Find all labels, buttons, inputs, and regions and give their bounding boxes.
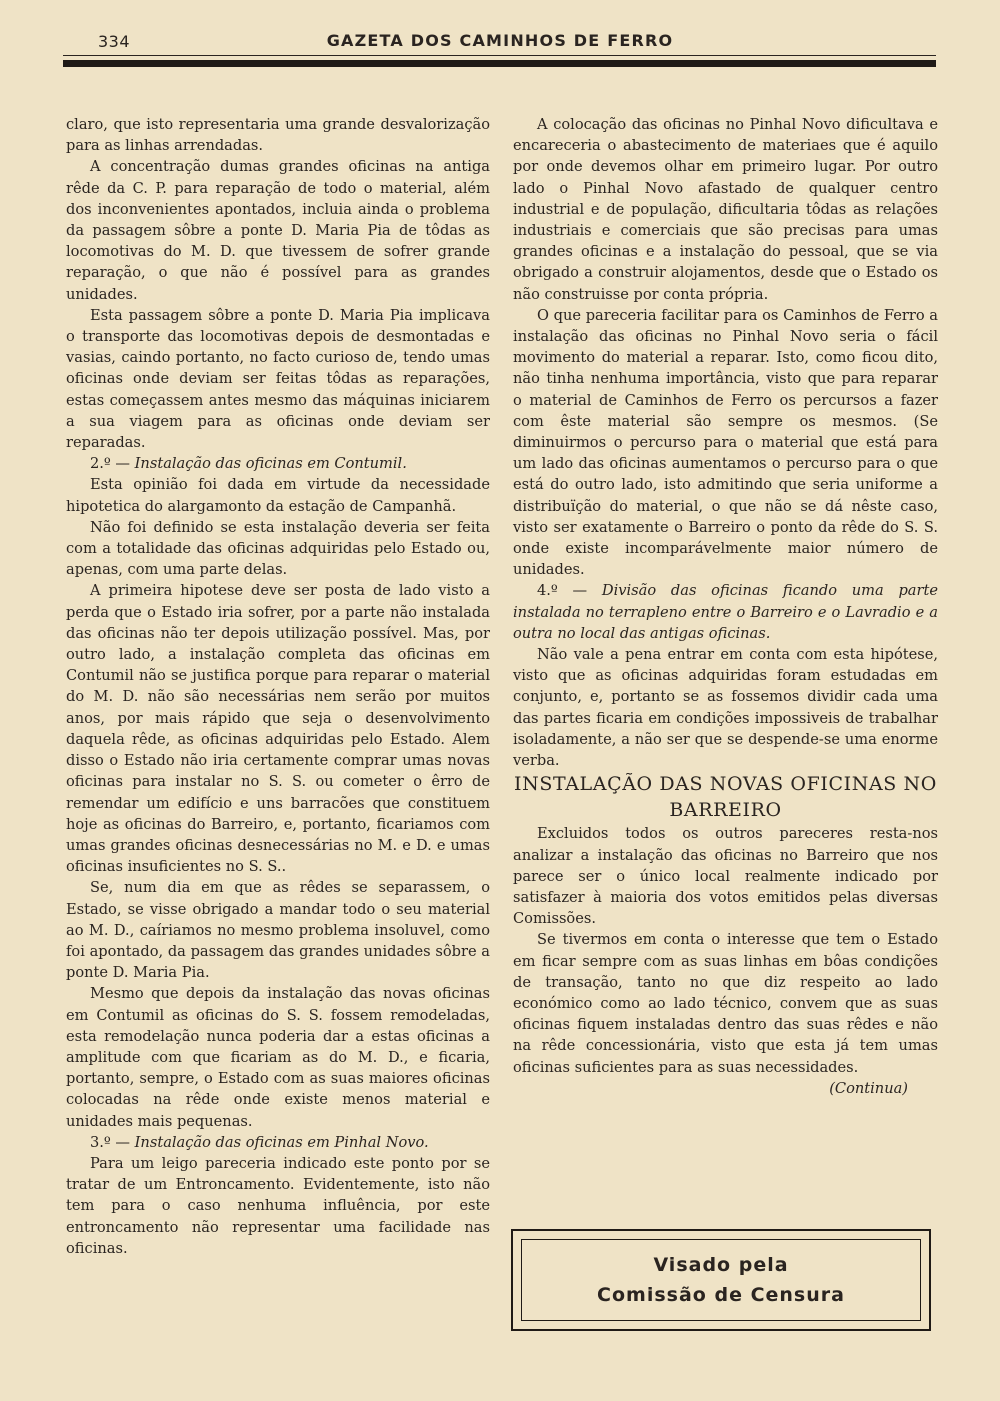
continued-note: (Continua)	[829, 1079, 908, 1097]
journal-title: GAZETA DOS CAMINHOS DE FERRO	[326, 31, 674, 50]
censorship-stamp-box	[511, 1229, 931, 1331]
header-rule-thick	[63, 60, 936, 67]
paragraph: Excluidos todos os outros pareceres resta-nos analizar a instalação das oficinas no Barreiro que nos parece ser o único local realmente indicado por satisfazer à maioria dos votos emitidos pelas diversas Comissões.	[513, 825, 938, 928]
section-title: INSTALAÇÃO DAS NOVAS OFICINAS NO BARREIRO	[514, 773, 937, 822]
paragraph: Para um leigo pareceria indicado este ponto por se tratar de um Entroncamento. Evidentemente, isto não tem para o caso nenhuma influência, por este entroncamento não representar uma facilidade nas oficinas.	[66, 1154, 490, 1257]
paragraph: A concentração dumas grandes oficinas na antiga rêde da C. P. para reparação de todo o material, além dos inconvenientes apontados, incluia ainda o problema da passagem sôbre a ponte D. Maria Pia de tôdas as locomotivas do M. D. que tivessem de sofrer grande reparação, o que não é possível para as grandes unidades.	[66, 158, 490, 303]
censorship-stamp-inner	[521, 1239, 921, 1321]
header-rule-thin	[63, 55, 936, 56]
paragraph: O que pareceria facilitar para os Caminhos de Ferro a instalação das oficinas no Pinhal Novo seria o fácil movimento do material a reparar. Isto, como ficou dito, não tinha nenhuma importância, visto que para reparar o material de Caminhos de Ferro os percursos a fazer com êste material são sempre os mesmos. (Se diminuirmos o percurso para o material que está para um lado das oficinas aumentamos o percurso para o que está do outro lado, isto admitindo que seria uniforme a distribuïção do material, o que não se dá nêste caso, visto ser exatamente o Barreiro o ponto da rêde do S. S. onde existe incomparávelmente maior número de unidades.	[513, 306, 938, 579]
subheading-text: Instalação das oficinas em Pinhal Novo.	[134, 1133, 429, 1151]
paragraph: Se, num dia em que as rêdes se separassem, o Estado, se visse obrigado a mandar todo o seu material ao M. D., caíriamos no mesmo problema insoluvel, como foi apontado, da passagem das grandes unidades sôbre a ponte D. Maria Pia.	[66, 879, 490, 982]
paragraph: A primeira hipotese deve ser posta de lado visto a perda que o Estado iria sofrer, por a parte não instalada das oficinas não ter depois utilização possível. Mas, por outro lado, a instalação completa das oficinas em Contumil não se justifica porque para reparar o material do M. D. não são necessárias nem serão por muitos anos, por mais rápido que seja o desenvolvimento daquela rêde, as oficinas adquiridas pelo Estado. Alem disso o Estado não iria certamente comprar umas novas oficinas para instalar no S. S. ou cometer o êrro de remendar um edifício e uns barracões que constituem hoje as oficinas do Barreiro, e, portanto, ficariamos com umas grandes oficinas desnecessárias no M. e D. e umas oficinas insuficientes no S. S..	[66, 582, 490, 876]
page-header	[60, 28, 940, 58]
paragraph: claro, que isto representaria uma grande desvalorização para as linhas arrendadas.	[66, 116, 490, 155]
subheading-number: 2.º —	[90, 455, 135, 473]
right-column	[513, 114, 938, 1099]
censorship-line-2: Comissão de Censura	[597, 1284, 845, 1306]
paragraph: Esta passagem sôbre a ponte D. Maria Pia implicava o transporte das locomotivas depois de desmontadas e vasias, caindo portanto, no facto curioso de, tendo umas oficinas onde deviam ser feitas tôdas as reparações, estas começassem antes mesmo das máquinas iniciarem a sua viagem para as oficinas onde deviam ser reparadas.	[66, 306, 490, 452]
subheading-text: Instalação das oficinas em Contumil.	[134, 455, 407, 473]
subheading-number: 3.º —	[90, 1133, 135, 1151]
section-subheading	[66, 1132, 490, 1153]
left-column	[66, 114, 490, 1259]
page-number: 334	[98, 32, 131, 51]
paragraph: A colocação das oficinas no Pinhal Novo dificultava e encareceria o abastecimento de materiaes que é aquilo por onde devemos olhar em primeiro lugar. Por outro lado o Pinhal Novo afastado de qualquer centro industrial e de população, dificultaria tôdas as relações industriais e comerciais que são precisas para umas grandes oficinas e a instalação do pessoal, que se via obrigado a construir alojamentos, desde que o Estado os não construisse por conta própria.	[513, 116, 938, 303]
subheading-number: 4.º —	[537, 582, 602, 600]
paragraph: Não foi definido se esta instalação deveria ser feita com a totalidade das oficinas adquiridas pelo Estado ou, apenas, com uma parte delas.	[66, 518, 490, 579]
paragraph: Mesmo que depois da instalação das novas oficinas em Contumil as oficinas do S. S. fossem remodeladas, esta remodelação nunca poderia dar a estas oficinas a amplitude com que ficariam as do M. D., e ficaria, portanto, sempre, o Estado com as suas maiores oficinas colocadas na rêde onde existe menos material e unidades mais pequenas.	[66, 985, 490, 1130]
paragraph: Se tivermos em conta o interesse que tem o Estado em ficar sempre com as suas linhas em bôas condições de transação, tanto no que diz respeito ao lado económico como ao lado técnico, convem que as suas oficinas fiquem instaladas dentro das suas rêdes e não na rêde concessionária, visto que esta já tem umas oficinas suficientes para as suas necessidades.	[513, 931, 938, 1076]
paragraph: Não vale a pena entrar em conta com esta hipótese, visto que as oficinas adquiridas foram estudadas em conjunto, e, portanto se as fossemos dividir cada uma das partes ficaria em condições impossiveis de trabalhar isoladamente, a não ser que se despende-se uma enorme verba.	[513, 646, 938, 770]
paragraph: Esta opinião foi dada em virtude da necessidade hipotetica do alargamonto da estação de Campanhã.	[66, 476, 490, 515]
subheading-text: Divisão das oficinas ficando uma parte instalada no terrapleno entre o Barreiro e o Lavradio e a outra no local das antigas oficinas.	[513, 582, 938, 642]
censorship-line-1: Visado pela	[653, 1254, 789, 1276]
section-subheading	[66, 453, 490, 474]
section-subheading	[513, 580, 938, 644]
